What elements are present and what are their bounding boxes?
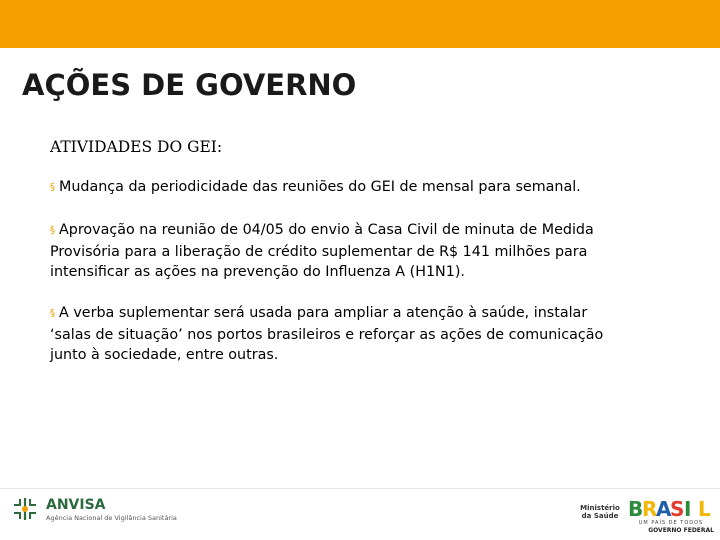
section-subtitle: ATIVIDADES DO GEI: — [50, 138, 223, 156]
bullet-line — [50, 220, 690, 242]
top-accent-bar — [0, 0, 720, 48]
anvisa-subtitle: Agência Nacional de Vigilância Sanitária — [46, 514, 177, 522]
brasil-letter: S — [670, 497, 685, 521]
brasil-tagline: UM PAÍS DE TODOS — [638, 520, 704, 526]
bullet-list — [50, 177, 690, 386]
bullet-marker-icon: § — [50, 182, 55, 193]
bullet-line: ‘salas de situação’ nos portos brasileiros e reforçar as ações de comunicação — [50, 327, 604, 343]
brasil-letter: R — [642, 497, 658, 521]
brasil-letter: A — [656, 497, 672, 521]
brasil-wordmark — [628, 498, 714, 520]
brasil-letter: I — [684, 497, 692, 521]
brasil-logo — [628, 498, 714, 534]
anvisa-logo — [10, 496, 177, 526]
footer-divider — [0, 488, 720, 489]
anvisa-emblem-icon — [10, 496, 40, 522]
bullet-text: A verba suplementar será usada para ampliar a atenção à saúde, instalar — [59, 305, 588, 321]
ministerio-line2: da Saúde — [581, 512, 619, 520]
brasil-government: GOVERNO FEDERAL — [648, 527, 714, 534]
bullet-item — [50, 220, 690, 282]
bullet-marker-icon: § — [50, 308, 55, 319]
bullet-marker-icon: § — [50, 225, 55, 236]
bullet-item — [50, 177, 690, 199]
bullet-line: intensificar as ações na prevenção do Influenza A (H1N1). — [50, 264, 465, 280]
bullet-item — [50, 303, 690, 365]
bullet-line — [50, 177, 690, 199]
ministerio-logo — [578, 504, 622, 520]
bullet-line: Provisória para a liberação de crédito suplementar de R$ 141 milhões para — [50, 244, 588, 260]
bullet-text: Mudança da periodicidade das reuniões do GEI de mensal para semanal. — [59, 179, 581, 195]
page-title: AÇÕES DE GOVERNO — [22, 68, 357, 102]
anvisa-name: ANVISA — [46, 497, 106, 513]
brasil-letter: B — [628, 497, 644, 521]
bullet-line — [50, 303, 690, 325]
ministerio-line1: Ministério — [580, 504, 620, 512]
bullet-line: junto à sociedade, entre outras. — [50, 347, 279, 363]
bullet-text: Aprovação na reunião de 04/05 do envio à Casa Civil de minuta de Medida — [59, 222, 594, 238]
brasil-letter: L — [698, 497, 711, 521]
